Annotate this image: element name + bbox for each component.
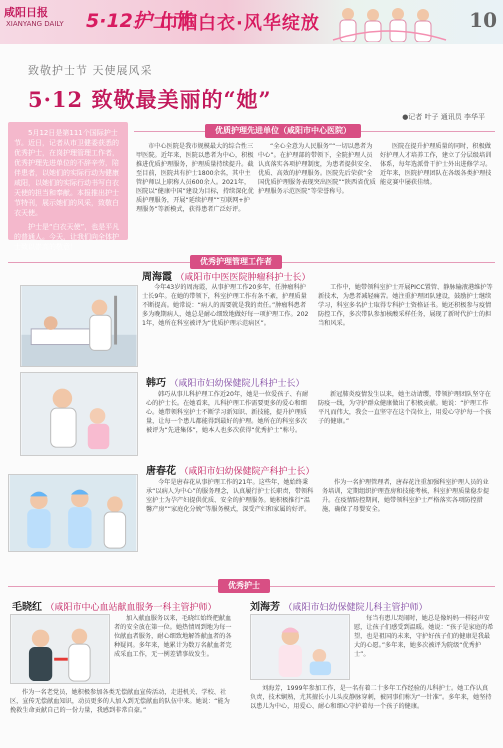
person-role: （咸阳市中医医院肿瘤科护士长） <box>175 273 311 283</box>
section3-p1-text-2: 作为一名老党员，她积极参加各类无偿献血宣传活动，走进机关、学校、社区，宣传无偿献血知识，动员更多的人加入到无偿献血的队伍中来。她说：“能为挽救生命贡献自己的一份力量，我感到非常自豪。” <box>10 689 230 714</box>
event-title: 5·12护士节 <box>86 10 190 32</box>
person-name: 毛晓红 <box>12 602 42 613</box>
person-heading <box>146 462 315 477</box>
person-role: （咸阳市中心血站献血服务一科主管护师） <box>45 603 217 613</box>
person1-column-2 <box>318 283 494 361</box>
newspaper-logo-sub: XIANYANG DAILY <box>6 20 64 28</box>
section3-p1-column-2 <box>10 688 234 744</box>
section3-p2-text-1: 刘海芳，1999年参加工作，是一名有着二十多年工作经验的儿科护士。她工作认真负责，技术娴熟，尤其擅长小儿头皮静脉穿刺，被同事们称为“一针准”。多年来，她坚持以患儿为中心，用爱心、耐心和细心守护着每一个孩子的健康。 <box>250 685 492 710</box>
nurses-group-image <box>9 475 137 551</box>
person-heading <box>12 598 217 613</box>
person2-column-2 <box>318 390 494 454</box>
section1-column-2 <box>258 142 376 250</box>
headline: 5·12 致敬最美丽的“她” <box>28 87 272 112</box>
intro-text: 5月12日是第111个国际护士节。近日，记者从市卫健委获悉的优秀护士，在岗护理管理工作者，优秀护理先进单位的不辞辛劳，陪伴患者，以她们的实际行动为健康咸阳，以她们的实际行动书写白衣天使的担当和奉献。本报推出护士节特刊，展示她们的风采，致敬白衣天使。 <box>14 129 119 217</box>
nurse-child-image <box>21 373 137 455</box>
section1-column-3 <box>380 142 496 250</box>
newspaper-logo: 咸阳日报 <box>4 6 48 19</box>
nurses-illustration <box>328 2 448 42</box>
section3-p1-column-1 <box>114 614 234 684</box>
person-role: （咸阳市妇幼保健院产科护士长） <box>179 467 315 477</box>
section-tab-advanced-unit: 优质护理先进单位（咸阳市中心医院） <box>205 124 361 138</box>
photo-nurse-ward <box>20 285 138 367</box>
person1-text-2: 工作中，她带领科室护士开展PICC置管、静脉输液港维护等新技术，为患者减轻痛苦。她注重护理团队建设，鼓励护士继续学习，科室多名护士取得专科护士资格证书。她还积极参与疫情防控工作，多次带队参加核酸采样任务，展现了新时代护士的担当和风采。 <box>318 284 493 327</box>
section1-column-1 <box>136 142 254 250</box>
section1-text-1: 市中心医院是我市规模最大的综合性三甲医院。近年来，医院以患者为中心，积极推进优质护理服务，护理质量持续提升。截至目前，医院共有护士1800余名，其中主管护师以上职称人员600余人。2021年，医院以“健康中国”建设为目标，持续深化优质护理服务，开展“延续护理”“互联网+护理服务”等新模式，获得患者广泛好评。 <box>136 143 254 213</box>
photo-blood-donation <box>10 614 110 684</box>
person2-text-1: 韩巧从事儿科护理工作近20年，她是一位爱孩子、有耐心的护士长。在她看来，儿科护理工作需要更多的爱心和细心。她带领科室护士不断学习新知识、新技能，提升护理质量，让每一个患儿都能得到最好的护理。她所在的科室多次被评为“先进集体”，她本人也多次获得“优秀护士”称号。 <box>146 391 309 434</box>
section3-p2-text-2: 每当有患儿哭闹时，她总是像妈妈一样轻声安慰，让孩子们感受到温暖。她说：“孩子是家庭的希望，也是祖国的未来，守护好孩子们的健康是我最大的心愿。”多年来，她多次被评为院级“优秀护士”。 <box>354 615 494 658</box>
section-tab-managers: 优秀护理管理工作者 <box>190 255 282 269</box>
person3-column-2 <box>322 478 494 570</box>
byline: ●记者 叶子 通讯员 李华平 <box>402 113 485 121</box>
kicker: 致敬护士节 天使展风采 <box>28 64 153 77</box>
person1-column-1 <box>142 283 312 361</box>
section1-text-3: 医院在提升护理质量的同时，积极做好护理人才培养工作，建立了分层级培训体系，每年选派骨干护士外出进修学习。近年来，医院护理团队在各级各类护理技能竞赛中屡获佳绩。 <box>380 143 492 186</box>
person-name: 刘海芳 <box>250 602 280 613</box>
nurse-ward-image <box>21 286 137 366</box>
person-heading <box>142 268 311 283</box>
person-name: 韩巧 <box>146 378 166 389</box>
intro-box <box>8 122 128 251</box>
intro-text-2: 护士是“白衣天使”，也是平凡的普通人。今天，让我们向全体护士致以崇高的敬意！ <box>14 223 120 251</box>
section3-p1-text-1: 加入献血服务以来，毛晓红始终把献血者的安全放在第一位。她热情周到地为每一位献血者服务，耐心细致地解答献血者的各种疑问。多年来，她累计为数万名献血者完成采血工作，无一例差错事故发生。 <box>114 615 232 658</box>
person1-text-1: 今年43岁的周海霞，从事护理工作20多年，任肿瘤科护士长9年。在她的带领下，科室护理工作有条不紊，护理质量不断提高。她常说：“病人的需要就是我的责任。”肿瘤科患者多为晚期病人，她总是耐心细致地做好每一项护理工作。2021年，她所在科室被评为“优质护理示范病区”。 <box>142 284 309 327</box>
masthead <box>0 0 503 44</box>
person-name: 周海霞 <box>142 272 172 283</box>
person3-text-1: 今年是唐春花从事护理工作的21年。这些年，她始终秉承“以病人为中心”的服务理念，认真履行护士长职责，带领科室护士为孕产妇提供优质、安全的护理服务。她积极推行“温馨产房”“家庭化分娩”等服务模式，深受产妇和家属的好评。 <box>146 479 314 513</box>
person-heading <box>250 598 428 613</box>
section1-text-2: “全心全意为人民服务”“一切以患者为中心”。在护理部的带领下，全院护理人员认真落实各项护理制度，为患者提供安全、优质、高效的护理服务。医院先后荣获“全国优质护理服务表现突出医院”“陕西省优质护理服务示范医院”等荣誉称号。 <box>258 143 376 195</box>
person-role: （咸阳市妇幼保健院儿科护士长） <box>169 379 305 389</box>
blood-donation-image <box>11 615 109 683</box>
person2-text-2: 新冠肺炎疫情发生以来，她主动请缨，带领护理团队坚守在防疫一线，为守护群众健康做出了积极贡献。她说：“护理工作平凡而伟大，我会一直坚守在这个岗位上，用爱心守护每一个孩子的健康。” <box>318 391 492 425</box>
page-number: 10 <box>469 8 497 32</box>
section-tab-nurses: 优秀护士 <box>218 579 270 593</box>
section3-p2-column-2 <box>354 614 494 680</box>
person3-text-2: 作为一名护理管理者，唐春花注重加强科室护理人员的业务培训，定期组织护理查房和技能考核，科室护理质量稳步提升。在疫情防控期间，她带领科室护士严格落实各项防控措施，确保了母婴安全。 <box>322 479 490 513</box>
person-name: 唐春花 <box>146 466 176 477</box>
person3-column-1 <box>146 478 316 570</box>
photo-nurses-group <box>8 474 138 552</box>
photo-nurse-infant <box>250 614 350 680</box>
person-role: （咸阳市妇幼保健院儿科主管护师） <box>283 603 428 613</box>
nurse-infant-image <box>251 615 349 679</box>
person-heading <box>146 374 305 389</box>
photo-nurse-child <box>20 372 138 456</box>
section-title: 巾帼白衣·风华绽放 <box>160 13 320 34</box>
person2-column-1 <box>146 390 312 454</box>
section3-p2-column-1 <box>250 684 494 744</box>
